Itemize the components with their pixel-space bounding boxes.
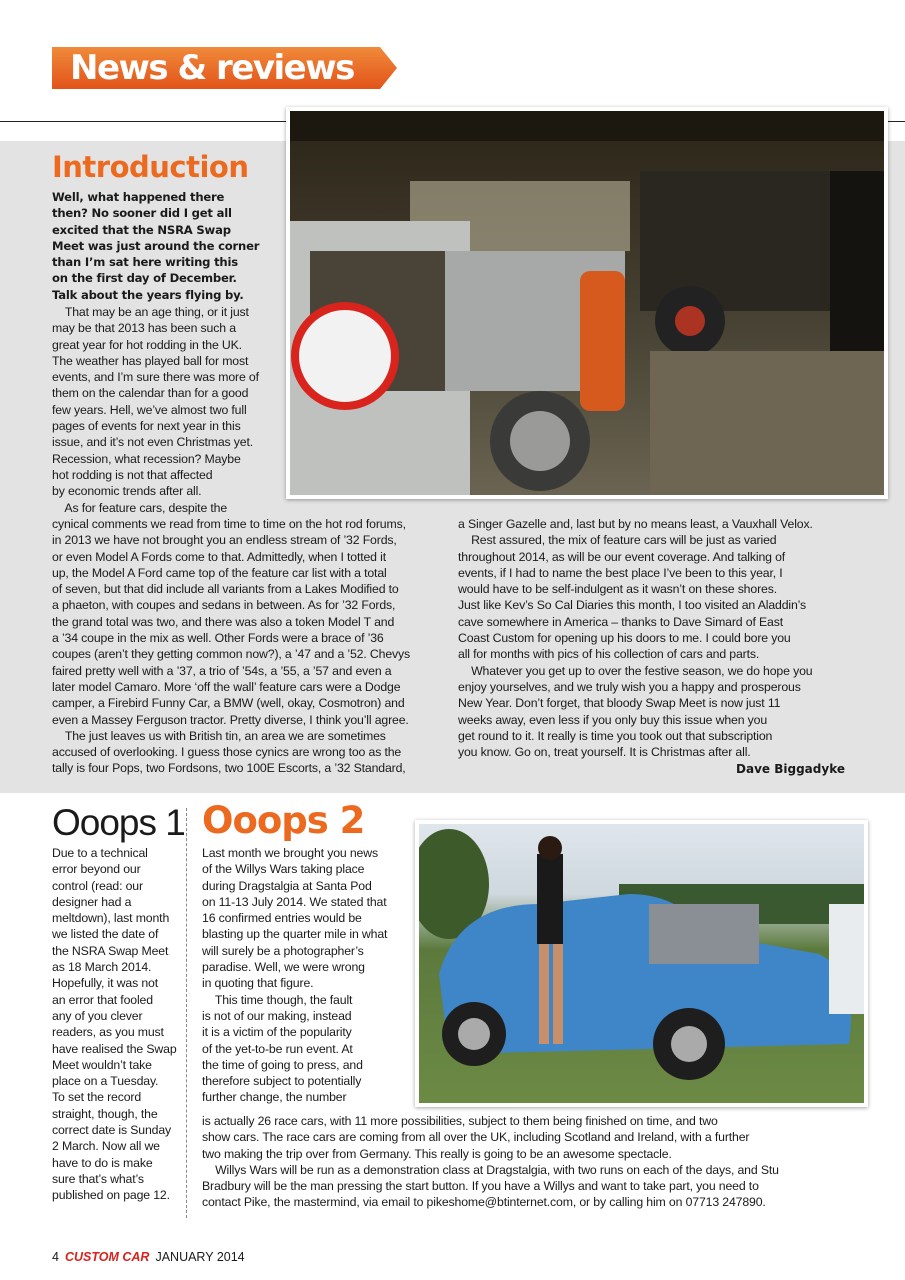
text-line: tally is four Pops, two Fordsons, two 100E Escorts, a ’32 Standard,	[52, 761, 406, 776]
section-title: News & reviews	[70, 48, 354, 88]
text-line: Willys Wars will be run as a demonstration class at Dragstalgia, with two runs on each of the days, and Stu	[202, 1162, 779, 1177]
text-line: cynical comments we read from time to time on the hot rod forums,	[52, 517, 406, 531]
text-line: excited that the NSRA Swap	[52, 222, 231, 237]
text-line: all for months with pics of his collection of cars and parts.	[458, 647, 760, 662]
text-line: of seven, but that did include all variants from a Lakes Modified to	[52, 582, 399, 597]
page-footer	[52, 1250, 245, 1264]
issue-date: JANUARY 2014	[155, 1250, 245, 1264]
text-line: get round to it. It really is time you took out that subscription	[458, 728, 773, 743]
text-line: then? No sooner did I get all	[52, 206, 232, 221]
text-line: have realised the Swap	[52, 1041, 177, 1056]
text-line: correct date is Sunday	[52, 1123, 172, 1138]
text-line: events, and I’m sure there was more of	[52, 370, 259, 385]
text-line: great year for hot rodding in the UK.	[52, 337, 242, 352]
text-line: pages of events for next year in this	[52, 419, 241, 434]
author-signature: Dave Biggadyke	[736, 762, 845, 776]
text-line: is not of our making, instead	[202, 1008, 352, 1023]
text-line: That may be an age thing, or it just	[52, 305, 249, 319]
text-line: designer had a	[52, 894, 132, 909]
text-line: hot rodding is not that affected	[52, 467, 213, 482]
text-line: few years. Hell, we’ve almost two full	[52, 402, 247, 417]
text-line: paradise. Well, we were wrong	[202, 960, 365, 975]
text-line: or even Model A Fords come to that. Admittedly, when I totted it	[52, 549, 386, 564]
intro-body-left	[52, 516, 410, 777]
garage-cars-illustration	[290, 111, 884, 495]
text-line: it is a victim of the popularity	[202, 1025, 352, 1040]
intro-body-right	[458, 516, 813, 760]
text-line: 16 confirmed entries would be	[202, 911, 362, 926]
text-line: faired pretty well with a ’37, a trio of ’54s, a ’55, a ’57 and even a	[52, 663, 392, 678]
text-line: them on the calendar than for a good	[52, 386, 249, 401]
text-line: the grand total was two, and there was also a token Model T and	[52, 614, 395, 629]
text-line: cave somewhere in America – thanks to Dave Simard of East	[458, 614, 783, 629]
text-line: meltdown), last month	[52, 911, 170, 926]
text-line: events, if I had to name the best place I’ve been to this year, I	[458, 565, 783, 580]
text-line: would have to be self-indulgent as it wasn’t on these shores.	[458, 582, 777, 597]
text-line: Rest assured, the mix of feature cars will be just as varied	[458, 533, 777, 548]
text-line: the NSRA Swap Meet	[52, 943, 169, 958]
page-number: 4	[52, 1250, 59, 1264]
divider	[888, 121, 905, 122]
ooops2-body-wide	[202, 1113, 779, 1211]
ooops2-body-narrow	[202, 845, 387, 1106]
text-line: weeks away, even less if you only buy this issue when you	[458, 712, 768, 727]
text-line: as 18 March 2014.	[52, 960, 152, 975]
text-line: even a Massey Ferguson tractor. Pretty diverse, I think you’ll agree.	[52, 712, 409, 727]
text-line: up, the Model A Ford came top of the feature car list with a total	[52, 565, 387, 580]
intro-heading: Introduction	[52, 150, 249, 184]
text-line: Due to a technical	[52, 846, 148, 860]
text-line: contact Pike, the mastermind, via email to pikeshome@btinternet.com, or by calling him on 07713 247890.	[202, 1195, 766, 1210]
text-line: therefore subject to potentially	[202, 1074, 362, 1089]
text-line: sure that’s what’s	[52, 1171, 144, 1186]
willys-car-illustration	[419, 824, 864, 1103]
text-line: camper, a Firebird Funny Car, a BMW (well, okay, Cosmotron) and	[52, 696, 405, 711]
garage-photo	[286, 107, 888, 499]
text-line: coupes (aren’t they getting common now?), a ’47 and a ’52. Chevys	[52, 647, 410, 662]
willys-photo	[415, 820, 868, 1107]
text-line: Meet wouldn’t take	[52, 1057, 152, 1072]
text-line: Whatever you get up to over the festive season, we do hope you	[458, 663, 813, 678]
text-line: Just like Kev’s So Cal Diaries this month, I too visited an Aladdin’s	[458, 598, 807, 613]
text-line: in 2013 we have not brought you an endless stream of ’32 Fords,	[52, 533, 397, 548]
text-line: The weather has played ball for most	[52, 353, 249, 368]
text-line: later model Camaro. More ‘off the wall’ feature cars were a Dodge	[52, 679, 401, 694]
text-line: issue, and it’s not even Christmas yet.	[52, 435, 254, 450]
ooops2-heading: Ooops 2	[202, 799, 365, 842]
text-line: in quoting that figure.	[202, 976, 314, 991]
text-line: of the yet-to-be run event. At	[202, 1041, 353, 1056]
text-line: is actually 26 race cars, with 11 more possibilities, subject to them being finished on time, and two	[202, 1114, 718, 1128]
text-line: control (read: our	[52, 878, 143, 893]
text-line: an error that fooled	[52, 992, 153, 1007]
text-line: Hopefully, it was not	[52, 976, 158, 991]
text-line: As for feature cars, despite the	[52, 500, 228, 515]
text-line: This time though, the fault	[202, 992, 353, 1007]
text-line: 2 March. Now all we	[52, 1139, 160, 1154]
text-line: published on page 12.	[52, 1188, 170, 1203]
text-line: two making the trip over from Germany. This really is going to be an awesome spectacle.	[202, 1146, 672, 1161]
text-line: readers, as you must	[52, 1025, 164, 1040]
ooops1-body	[52, 845, 177, 1204]
text-line: will surely be a photographer’s	[202, 943, 364, 958]
text-line: the time of going to press, and	[202, 1057, 363, 1072]
text-line: throughout 2014, as will be our event coverage. And talking of	[458, 549, 786, 564]
text-line: Recession, what recession? Maybe	[52, 451, 241, 466]
text-line: Last month we brought you news	[202, 846, 378, 860]
text-line: straight, though, the	[52, 1106, 158, 1121]
text-line: may be that 2013 has been such a	[52, 321, 236, 336]
text-line: further change, the number	[202, 1090, 347, 1105]
text-line: Well, what happened there	[52, 190, 225, 204]
text-line: Meet was just around the corner	[52, 238, 260, 253]
section-banner	[52, 47, 397, 89]
text-line: error beyond our	[52, 862, 141, 877]
text-line: than I’m sat here writing this	[52, 255, 238, 270]
intro-lead	[52, 189, 259, 303]
text-line: To set the record	[52, 1090, 142, 1105]
text-line: Coast Custom for opening up his doors to me. I could bore you	[458, 631, 791, 646]
text-line: a Singer Gazelle and, last but by no means least, a Vauxhall Velox.	[458, 517, 813, 531]
text-line: blasting up the quarter mile in what	[202, 927, 388, 942]
column-divider	[186, 808, 187, 1218]
text-line: on 11-13 July 2014. We stated that	[202, 894, 387, 909]
intro-body-narrow	[52, 304, 259, 516]
text-line: New Year. Don’t forget, that bloody Swap Meet is now just 11	[458, 696, 781, 711]
ooops1-heading: Ooops 1	[52, 802, 185, 843]
text-line: you know. Go on, treat yourself. It is Christmas after all.	[458, 745, 751, 760]
text-line: have to do is make	[52, 1155, 153, 1170]
divider	[0, 121, 290, 122]
text-line: on the first day of December.	[52, 271, 237, 286]
text-line: of the Willys Wars taking place	[202, 862, 365, 877]
magazine-name: CUSTOM CAR	[64, 1250, 150, 1264]
text-line: any of you clever	[52, 1008, 143, 1023]
text-line: The just leaves us with British tin, an area we are sometimes	[52, 728, 386, 743]
text-line: Talk about the years flying by.	[52, 287, 244, 302]
text-line: a phaeton, with coupes and sedans in between. As for ’32 Fords,	[52, 598, 396, 613]
text-line: during Dragstalgia at Santa Pod	[202, 878, 372, 893]
text-line: we listed the date of	[52, 927, 159, 942]
text-line: place on a Tuesday.	[52, 1074, 159, 1089]
text-line: by economic trends after all.	[52, 484, 202, 499]
text-line: accused of overlooking. I guess those cynics are wrong too as the	[52, 745, 402, 760]
text-line: show cars. The race cars are coming from all over the UK, including Scotland and Ireland, with a further	[202, 1130, 750, 1145]
text-line: Bradbury will be the man pressing the start button. If you have a Willys and want to take part, you need to	[202, 1179, 759, 1194]
text-line: a ’34 coupe in the mix as well. Other Fords were a brace of ’36	[52, 631, 384, 646]
text-line: enjoy yourselves, and we truly wish you a happy and prosperous	[458, 679, 801, 694]
